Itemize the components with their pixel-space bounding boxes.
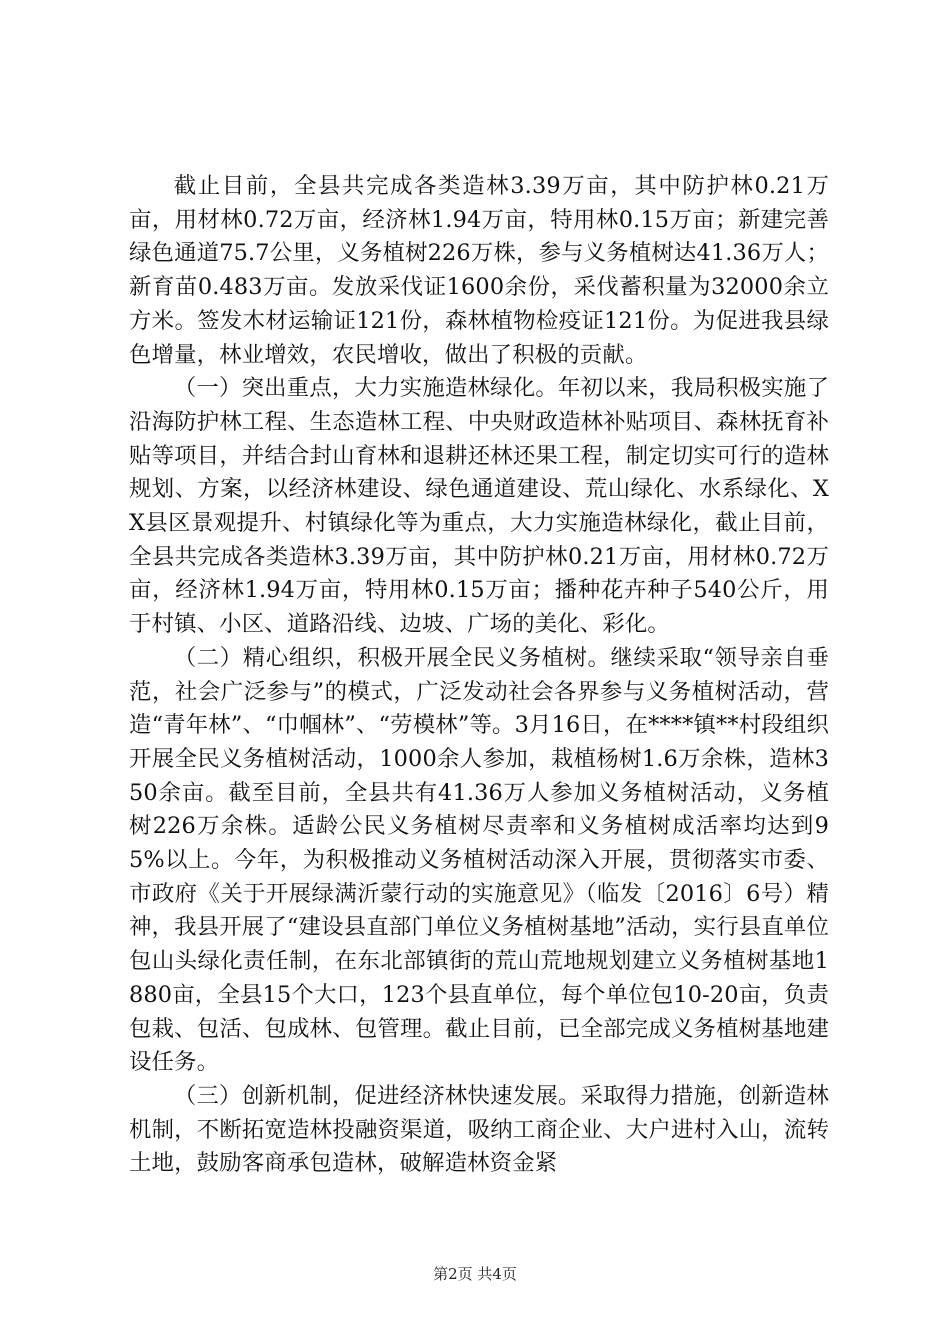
paragraph-voluntary-tree-planting: （二）精心组织，积极开展全民义务植树。继续采取“领导亲自垂范，社会广泛参与”的模式，广泛发动社会各界参与义务植树活动，营造“青年林”、“巾帼林”、“劳模林”等。3月16日，在****镇**村段组织开展全民义务植树活动，1000余人参加，栽植杨树1.6万余株，造林350余亩。截至目前，全县共有41.36万人参加义务植树活动，义务植树226万余株。适龄公民义务植树尽责率和义务植树成活率均达到95%以上。今年，为积极推动义务植树活动深入开展，贯彻落实市委、市政府《关于开展绿满沂蒙行动的实施意见》（临发〔2016〕6号）精神，我县开展了“建设县直部门单位义务植树基地”活动，实行县直单位包山头绿化责任制，在东北部镇街的荒山荒地规划建立义务植树基地1880亩，全县15个大口，123个县直单位，每个单位包10-20亩，负责包栽、包活、包成林、包管理。截止目前，已全部完成义务植树基地建设任务。 — [129, 644, 829, 1076]
paragraph-summary: 截止目前，全县共完成各类造林3.39万亩，其中防护林0.21万亩，用材林0.72万亩，经济林1.94万亩，特用林0.15万亩；新建完善绿色通道75.7公里，义务植树226万株，参与义务植树达41.36万人；新育苗0.483万亩。发放采伐证1600余份，采伐蓄积量为32000余立方米。签发木材运输证121份，森林植物检疫证121份。为促进我县绿色增量，林业增效，农民增收，做出了积极的贡献。 — [129, 173, 829, 368]
paragraph-afforestation: （一）突出重点，大力实施造林绿化。年初以来，我局积极实施了沿海防护林工程、生态造林工程、中央财政造林补贴项目、森林抚育补贴等项目，并结合封山育林和退耕还林还果工程，制定切实可行的造林规划、方案，以经济林建设、绿色通道建设、荒山绿化、水系绿化、XX县区景观提升、村镇绿化等为重点，大力实施造林绿化，截止目前，全县共完成各类造林3.39万亩，其中防护林0.21万亩，用材林0.72万亩，经济林1.94万亩，特用林0.15万亩；播种花卉种子540公斤，用于村镇、小区、道路沿线、边坡、广场的美化、彩化。 — [129, 375, 829, 638]
document-body — [129, 170, 829, 1181]
page-footer: 第2页 共4页 — [433, 1265, 517, 1283]
paragraph-economic-forest: （三）创新机制，促进经济林快速发展。采取得力措施，创新造林机制，不断拓宽造林投融资渠道，吸纳工商企业、大户进村入山，流转土地，鼓励客商承包造林，破解造林资金紧 — [129, 1082, 829, 1177]
